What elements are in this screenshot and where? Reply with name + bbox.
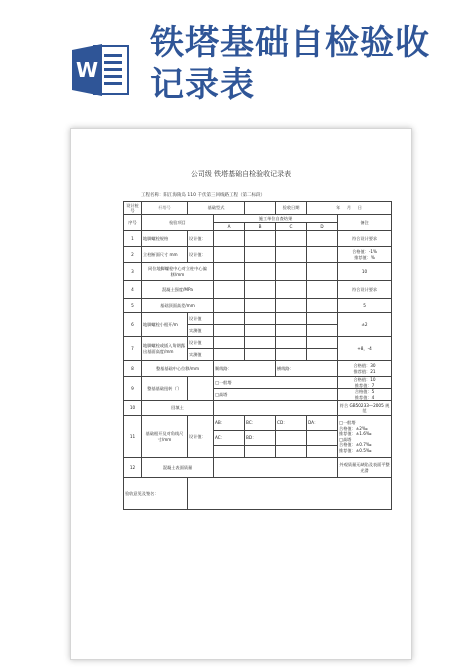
result-header: 施工单位自查结果 bbox=[214, 215, 338, 223]
recommended-value: 推荐值：±1.6‰ bbox=[339, 431, 372, 436]
result-cell[interactable] bbox=[245, 325, 276, 337]
result-cell[interactable] bbox=[214, 325, 245, 337]
month-label: 月 bbox=[346, 205, 352, 211]
result-cell[interactable] bbox=[214, 401, 338, 416]
result-cell[interactable] bbox=[245, 446, 276, 458]
result-cell[interactable] bbox=[214, 458, 338, 478]
table-row bbox=[124, 281, 392, 299]
high-tower-checkbox[interactable]: □高塔 bbox=[214, 389, 338, 401]
row-number: 7 bbox=[124, 337, 142, 361]
cross-line-field[interactable]: 横线路： bbox=[276, 361, 338, 377]
ac-field[interactable]: AC： bbox=[214, 431, 245, 446]
item-label: 地脚螺栓小根开/m bbox=[142, 313, 188, 337]
row-number: 6 bbox=[124, 313, 142, 337]
item-label: 回填土 bbox=[142, 401, 214, 416]
result-cell[interactable] bbox=[276, 337, 307, 349]
item-label: 基础根开及对角线尺寸/mm bbox=[142, 416, 188, 458]
result-cell[interactable] bbox=[307, 431, 338, 446]
note-cell: 符合设计要求 bbox=[338, 281, 392, 299]
design-no-label: 设计桩号 bbox=[124, 202, 142, 215]
result-cell[interactable] bbox=[307, 349, 338, 361]
opinion-row bbox=[124, 478, 392, 510]
project-line bbox=[141, 192, 265, 198]
recommended-value: 推荐值：±0.5‰ bbox=[339, 447, 372, 453]
item-label: 混凝土表面质量 bbox=[142, 458, 214, 478]
result-cell[interactable] bbox=[245, 349, 276, 361]
row-number: 4 bbox=[124, 281, 142, 299]
item-label: 地脚螺栓规格 bbox=[142, 231, 188, 247]
design-value-label: 设计值 bbox=[188, 313, 214, 325]
result-cell[interactable] bbox=[214, 299, 245, 313]
result-cell[interactable] bbox=[276, 299, 307, 313]
result-cell[interactable] bbox=[307, 325, 338, 337]
qualified-value: 合格值：5 bbox=[354, 389, 375, 394]
day-label: 日 bbox=[357, 205, 362, 211]
design-value-label: 设计值： bbox=[188, 416, 214, 458]
result-cell[interactable] bbox=[245, 337, 276, 349]
note-cell: 符合设计要求 bbox=[338, 231, 392, 247]
result-cell[interactable] bbox=[307, 231, 338, 247]
result-cell[interactable] bbox=[307, 313, 338, 325]
result-cell[interactable] bbox=[214, 313, 245, 325]
result-cell[interactable] bbox=[307, 263, 338, 281]
opinion-field[interactable] bbox=[188, 478, 392, 510]
note-cell bbox=[338, 389, 392, 401]
actual-value-label: 实测值 bbox=[188, 325, 214, 337]
item-header: 检验项目 bbox=[142, 215, 214, 231]
da-field[interactable]: DA： bbox=[307, 416, 338, 431]
note-cell: 外观质量无缺陷及表面平整光滑 bbox=[338, 458, 392, 478]
item-label: 整基基础中心位移/mm bbox=[142, 361, 214, 377]
result-cell[interactable] bbox=[276, 325, 307, 337]
item-label: 混凝土强度/MPa bbox=[142, 281, 214, 299]
qualified-value: 合格值：-1% bbox=[352, 249, 377, 254]
result-cell[interactable] bbox=[245, 281, 276, 299]
general-tower-checkbox[interactable]: □一般塔 bbox=[214, 377, 338, 389]
header-row bbox=[124, 202, 392, 215]
result-cell[interactable] bbox=[276, 231, 307, 247]
result-cell[interactable] bbox=[214, 337, 245, 349]
table-row bbox=[124, 313, 392, 325]
leg-d-header: D bbox=[307, 223, 338, 231]
note-cell: 5 bbox=[338, 299, 392, 313]
high-tower-checkbox[interactable]: □高塔 bbox=[339, 436, 352, 442]
table-row bbox=[124, 337, 392, 349]
result-cell[interactable] bbox=[214, 349, 245, 361]
row-number: 3 bbox=[124, 263, 142, 281]
check-date-label: 验收日期 bbox=[276, 202, 307, 215]
note-header: 备注 bbox=[338, 215, 392, 231]
design-value-label: 设计值 bbox=[188, 337, 214, 349]
result-cell[interactable] bbox=[214, 263, 245, 281]
inspection-table bbox=[123, 201, 392, 510]
row-number: 1 bbox=[124, 231, 142, 247]
recommended-value: 推荐值：% bbox=[354, 254, 375, 260]
design-value-label: 设计值： bbox=[188, 231, 214, 247]
result-cell[interactable] bbox=[245, 299, 276, 313]
base-type-value[interactable] bbox=[245, 202, 276, 215]
result-cell[interactable] bbox=[307, 337, 338, 349]
note-cell bbox=[338, 377, 392, 389]
along-line-field[interactable]: 顺线路： bbox=[214, 361, 276, 377]
result-cell[interactable] bbox=[214, 231, 245, 247]
table-row bbox=[124, 247, 392, 263]
row-number: 2 bbox=[124, 247, 142, 263]
note-cell: +8，-4 bbox=[338, 337, 392, 361]
actual-value-label: 实测值 bbox=[188, 349, 214, 361]
result-cell[interactable] bbox=[214, 281, 245, 299]
table-row bbox=[124, 231, 392, 247]
row-number: 9 bbox=[124, 377, 142, 401]
note-cell: ±2 bbox=[338, 313, 392, 337]
column-header-row bbox=[124, 215, 392, 223]
project-label: 工程名称： bbox=[141, 193, 164, 198]
qualified-value: 合格值：±0.7‰ bbox=[339, 442, 372, 447]
base-type-label: 基础型式 bbox=[188, 202, 245, 215]
note-cell bbox=[338, 247, 392, 263]
general-tower-checkbox[interactable]: □一般塔 bbox=[339, 420, 356, 425]
row-number: 11 bbox=[124, 416, 142, 458]
result-cell[interactable] bbox=[307, 299, 338, 313]
check-date-value[interactable] bbox=[307, 202, 392, 215]
leg-c-header: C bbox=[276, 223, 307, 231]
recommended-value: 推荐值：7 bbox=[354, 382, 375, 388]
result-cell[interactable] bbox=[214, 446, 245, 458]
table-row bbox=[124, 458, 392, 478]
table-row bbox=[124, 263, 392, 281]
blank-cell bbox=[188, 377, 214, 401]
note-cell: 10 bbox=[338, 263, 392, 281]
table-row bbox=[124, 416, 392, 431]
recommended-value: 推荐值：4 bbox=[354, 394, 375, 400]
leg-b-header: B bbox=[245, 223, 276, 231]
qualified-value: 合格值：10 bbox=[353, 377, 376, 382]
bc-field[interactable]: BC： bbox=[245, 416, 276, 431]
row-number: 12 bbox=[124, 458, 142, 478]
item-label: 同位地脚螺栓中心对立柱中心偏移/mm bbox=[142, 263, 214, 281]
qualified-value: 合格值：±2‰ bbox=[339, 425, 368, 431]
table-row bbox=[124, 377, 392, 389]
row-number: 5 bbox=[124, 299, 142, 313]
qualified-value: 合格值：30 bbox=[353, 363, 376, 368]
result-cell[interactable] bbox=[214, 247, 245, 263]
opinion-label: 验收意见及签名： bbox=[124, 478, 188, 510]
result-cell[interactable] bbox=[276, 281, 307, 299]
result-cell[interactable] bbox=[245, 313, 276, 325]
result-cell[interactable] bbox=[276, 263, 307, 281]
document-title: 公司级 铁塔基础自检验收记录表 bbox=[190, 170, 292, 178]
result-cell[interactable] bbox=[245, 231, 276, 247]
item-label: 基础顶面高差/mm bbox=[142, 299, 214, 313]
cd-field[interactable]: CD： bbox=[276, 416, 307, 431]
project-name: 阳江海陵岛 110 千伏第三回线路工程（第二标段） bbox=[163, 193, 265, 198]
result-cell[interactable] bbox=[307, 446, 338, 458]
result-cell[interactable] bbox=[276, 431, 307, 446]
leg-a-header: A bbox=[214, 223, 245, 231]
result-cell[interactable] bbox=[245, 263, 276, 281]
banner-title: 铁塔基础自检验收记录表 bbox=[150, 23, 430, 105]
table-row bbox=[124, 361, 392, 377]
result-cell[interactable] bbox=[276, 349, 307, 361]
table-row bbox=[124, 299, 392, 313]
design-value-label: 设计值： bbox=[188, 247, 214, 263]
row-number: 10 bbox=[124, 401, 142, 416]
bd-field[interactable]: BD： bbox=[245, 431, 276, 446]
item-label: 整基基础扭转（′） bbox=[142, 377, 188, 401]
result-cell[interactable] bbox=[276, 247, 307, 263]
table-row bbox=[124, 401, 392, 416]
logo-letter: W bbox=[75, 58, 99, 82]
recommended-value: 推荐值：21 bbox=[353, 368, 376, 374]
seq-header: 序号 bbox=[124, 215, 142, 231]
document-page bbox=[70, 128, 412, 660]
note-cell bbox=[338, 361, 392, 377]
result-cell[interactable] bbox=[245, 247, 276, 263]
ab-field[interactable]: AB： bbox=[214, 416, 245, 431]
item-label: 立柱断面尺寸 mm bbox=[142, 247, 188, 263]
tower-no-label: 杆塔号 bbox=[142, 202, 188, 215]
word-logo-icon bbox=[72, 42, 130, 98]
result-cell[interactable] bbox=[276, 313, 307, 325]
note-cell bbox=[338, 416, 392, 458]
result-cell[interactable] bbox=[307, 281, 338, 299]
year-label: 年 bbox=[336, 205, 341, 211]
result-cell[interactable] bbox=[307, 247, 338, 263]
row-number: 8 bbox=[124, 361, 142, 377]
item-label: 地脚螺栓或插入角钢露出基面高度/mm bbox=[142, 337, 188, 361]
result-cell[interactable] bbox=[276, 446, 307, 458]
note-cell: 符合 GB50233—2005 规范 bbox=[338, 401, 392, 416]
